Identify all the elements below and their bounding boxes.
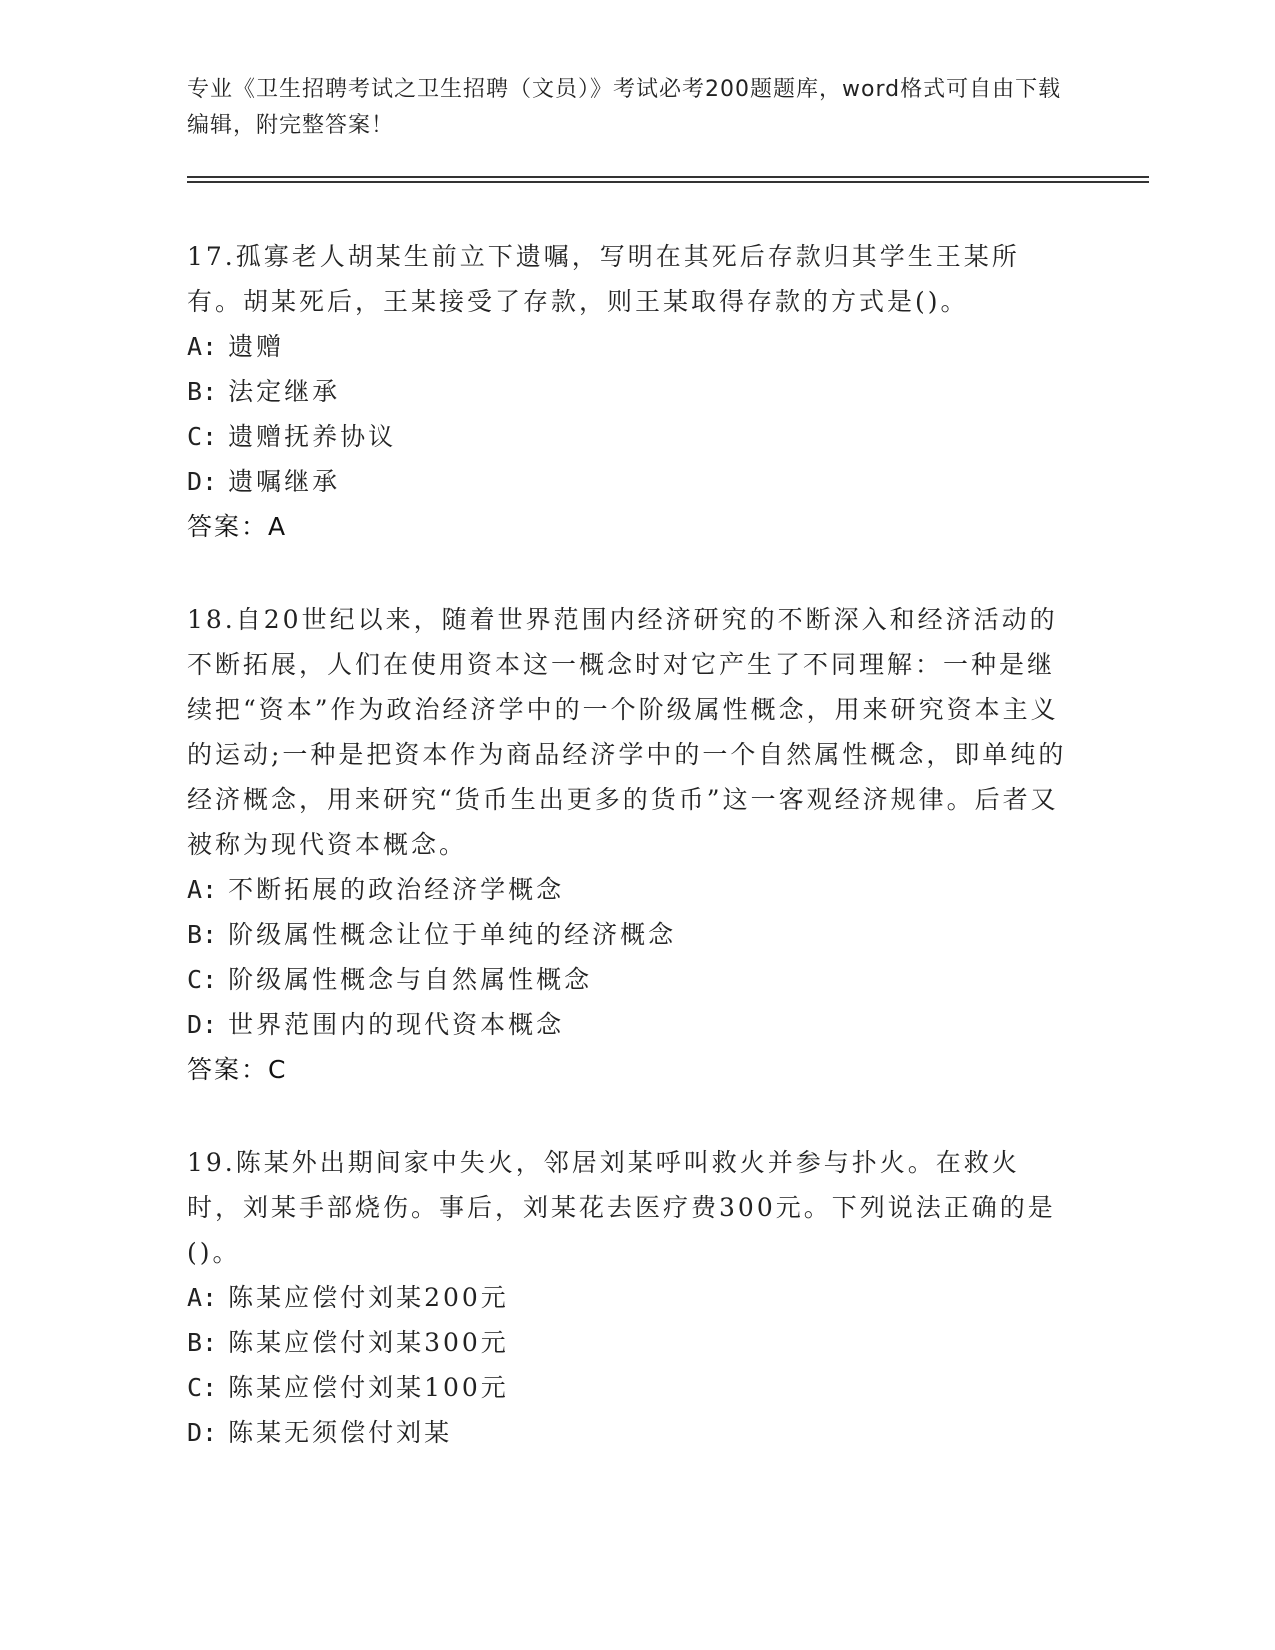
option-key: C: — [187, 965, 218, 994]
option-text: 陈某应偿付刘某200元 — [228, 1283, 509, 1312]
option-key: D: — [187, 467, 218, 496]
option-text: 遗赠 — [228, 332, 285, 361]
option-key: A: — [187, 332, 218, 361]
question-stem: 17.孤寡老人胡某生前立下遗嘱，写明在其死后存款归其学生王某所有。胡某死后，王某接受了存款，则王某取得存款的方式是()。 — [187, 242, 1020, 316]
option-key: B: — [187, 377, 218, 406]
option-key: D: — [187, 1010, 218, 1039]
option-d — [187, 1410, 1067, 1455]
option-c — [187, 957, 1067, 1002]
option-c — [187, 1365, 1067, 1410]
header-divider-top — [187, 176, 1149, 178]
option-text: 法定继承 — [228, 377, 341, 406]
option-key: D: — [187, 1418, 218, 1447]
header-divider-bottom — [187, 181, 1149, 183]
option-b — [187, 912, 1067, 957]
question-18 — [187, 597, 1067, 1092]
option-text: 不断拓展的政治经济学概念 — [228, 875, 565, 904]
option-d — [187, 459, 1067, 504]
option-key: C: — [187, 422, 218, 451]
question-17 — [187, 234, 1067, 549]
option-text: 阶级属性概念与自然属性概念 — [228, 965, 593, 994]
option-b — [187, 369, 1067, 414]
option-text: 遗赠抚养协议 — [228, 422, 397, 451]
option-text: 陈某应偿付刘某300元 — [228, 1328, 509, 1357]
option-key: B: — [187, 920, 218, 949]
option-key: A: — [187, 1283, 218, 1312]
document-header: 专业《卫生招聘考试之卫生招聘（文员）》考试必考200题题库，word格式可自由下载编辑，附完整答案！ — [187, 77, 1062, 138]
option-text: 世界范围内的现代资本概念 — [228, 1010, 565, 1039]
question-stem: 19.陈某外出期间家中失火，邻居刘某呼叫救火并参与扑火。在救火时，刘某手部烧伤。事后，刘某花去医疗费300元。下列说法正确的是()。 — [187, 1148, 1056, 1267]
answer-line: 答案：C — [187, 1055, 288, 1084]
option-a — [187, 867, 1067, 912]
option-b — [187, 1320, 1067, 1365]
option-a — [187, 1275, 1067, 1320]
option-key: B: — [187, 1328, 218, 1357]
option-key: A: — [187, 875, 218, 904]
option-a — [187, 324, 1067, 369]
option-text: 遗嘱继承 — [228, 467, 341, 496]
question-stem: 18.自20世纪以来，随着世界范围内经济研究的不断深入和经济活动的不断拓展，人们在使用资本这一概念时对它产生了不同理解：一种是继续把“资本”作为政治经济学中的一个阶级属性概念，用来研究资本主义的运动;一种是把资本作为商品经济学中的一个自然属性概念，即单纯的经济概念，用来研究“货币生出更多的货币”这一客观经济规律。后者又被称为现代资本概念。 — [187, 605, 1067, 859]
option-text: 阶级属性概念让位于单纯的经济概念 — [228, 920, 677, 949]
option-key: C: — [187, 1373, 218, 1402]
option-d — [187, 1002, 1067, 1047]
option-text: 陈某无须偿付刘某 — [228, 1418, 453, 1447]
question-19 — [187, 1140, 1067, 1455]
option-c — [187, 414, 1067, 459]
option-text: 陈某应偿付刘某100元 — [228, 1373, 509, 1402]
answer-line: 答案：A — [187, 512, 288, 541]
